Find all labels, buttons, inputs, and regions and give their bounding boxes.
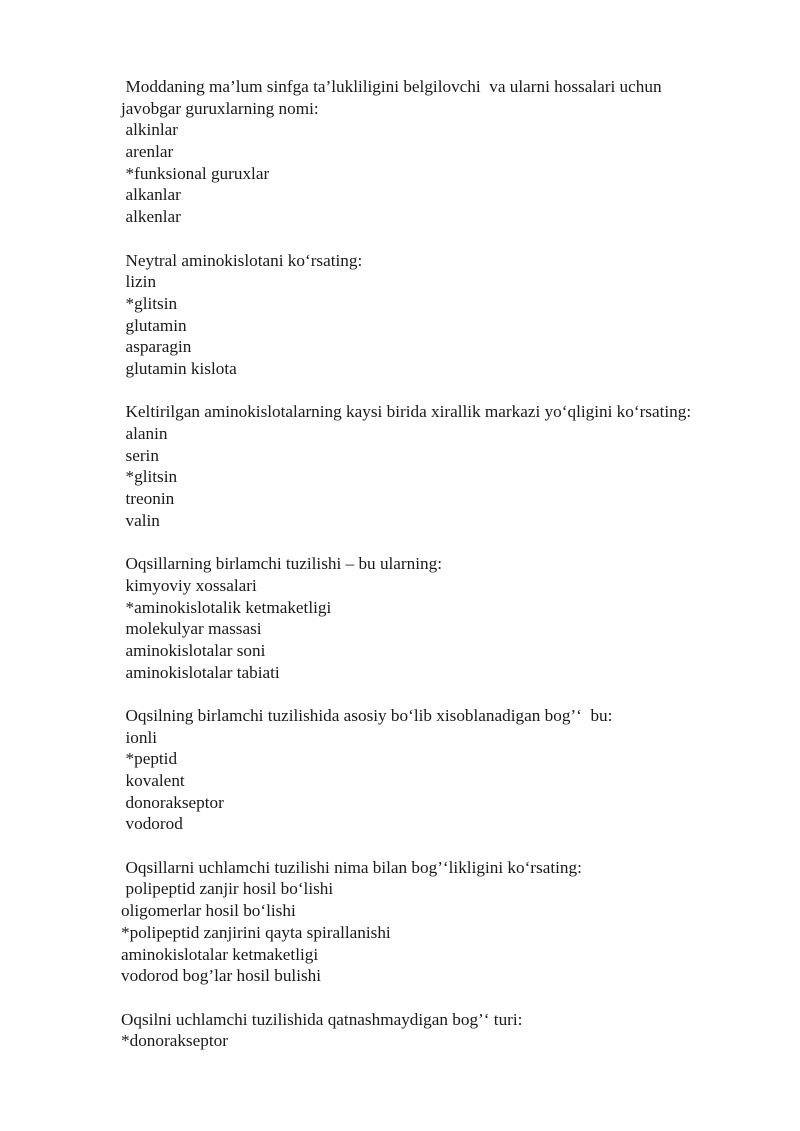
question-text: Oqsilning birlamchi tuzilishida asosiy bo‘lib xisoblanadigan bog’‘ bu: [125, 705, 613, 725]
question-block [121, 401, 781, 531]
question-text: javobgar guruxlarning nomi: [121, 98, 319, 118]
answer-option: alkinlar [125, 120, 178, 140]
answer-option: glutamin kislota [125, 358, 237, 378]
answer-option: oligomerlar hosil bo‘lishi [121, 901, 296, 921]
question-block [121, 857, 781, 987]
answer-option-correct: *polipeptid zanjirini qayta spirallanishi [121, 922, 391, 942]
answer-option: kimyoviy xossalari [125, 575, 257, 595]
question-text: Neytral aminokislotani ko‘rsating: [125, 250, 363, 270]
document-page [121, 76, 781, 1074]
answer-option: aminokislotalar soni [125, 640, 266, 660]
answer-option: alanin [125, 424, 168, 443]
answer-option: asparagin [125, 337, 192, 357]
answer-option: aminokislotalar ketmaketligi [121, 944, 319, 964]
answer-option-correct: *donorakseptor [121, 1031, 228, 1051]
answer-option: kovalent [125, 771, 185, 790]
answer-option-correct: *funksional guruxlar [125, 163, 270, 183]
question-block [121, 1009, 781, 1052]
question-text: Oqsilni uchlamchi tuzilishida qatnashmaydigan bog’‘ turi: [121, 1009, 523, 1029]
answer-option: vodorod [125, 814, 183, 834]
answer-option: alkenlar [125, 207, 181, 227]
answer-option: arenlar [125, 142, 174, 162]
answer-option-correct: *peptid [125, 749, 178, 769]
answer-option: treonin [125, 489, 175, 509]
question-block [121, 705, 781, 835]
answer-option: vodorod bog’lar hosil bulishi [121, 966, 322, 986]
question-text: Moddaning ma’lum sinfga ta’lukliligini belgilovchi va ularni hossalari uchun [125, 77, 662, 96]
answer-option: donorakseptor [125, 792, 224, 812]
answer-option: serin [125, 445, 159, 465]
answer-option-correct: *glitsin [125, 293, 178, 313]
answer-option: valin [125, 510, 160, 530]
answer-option: glutamin [125, 315, 187, 335]
answer-option: lizin [125, 272, 157, 292]
answer-option: molekulyar massasi [125, 619, 262, 639]
answer-option: alkanlar [125, 185, 181, 205]
question-text: Keltirilgan aminokislotalarning kaysi birida xirallik markazi yo‘qligini ko‘rsating: [125, 402, 692, 422]
question-block [121, 250, 781, 380]
question-text: Oqsillarning birlamchi tuzilishi – bu ularning: [125, 554, 442, 574]
question-block [121, 553, 781, 683]
answer-option: ionli [125, 727, 158, 747]
answer-option-correct: *glitsin [125, 467, 178, 487]
answer-option: aminokislotalar tabiati [125, 662, 280, 682]
answer-option-correct: *aminokislotalik ketmaketligi [125, 597, 332, 617]
question-text: Oqsillarni uchlamchi tuzilishi nima bilan bog’‘likligini ko‘rsating: [125, 857, 582, 877]
question-block [121, 76, 781, 228]
answer-option: polipeptid zanjir hosil bo‘lishi [125, 879, 334, 899]
